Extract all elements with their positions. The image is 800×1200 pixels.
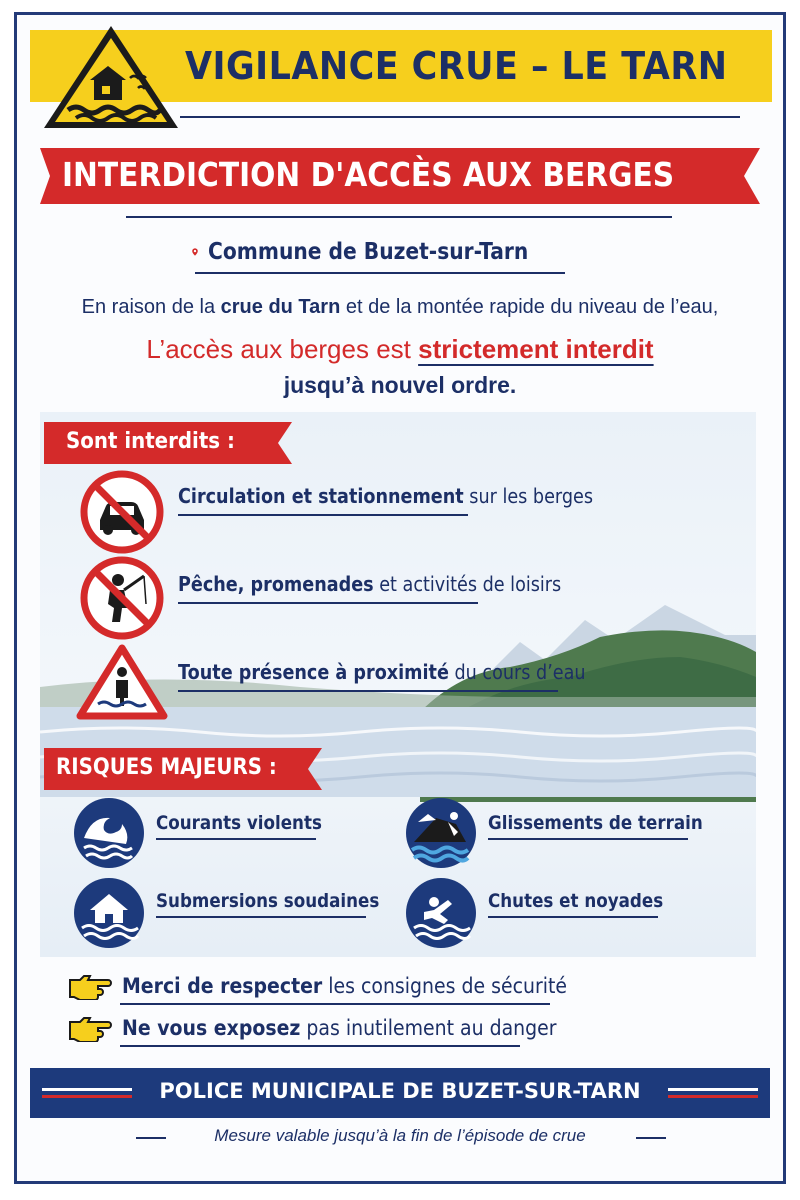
flooded-house-icon: [72, 876, 146, 950]
person-near-water-warning-icon: [76, 644, 168, 720]
intro-text: et de la montée rapide du niveau de l’eau,: [340, 296, 719, 318]
intro-line-3: jusqu’à nouvel ordre.: [283, 372, 517, 398]
wave-icon: [72, 796, 146, 870]
forbidden-item-rest: sur les berges: [463, 484, 594, 508]
intro-red-bold: strictement interdit: [418, 334, 654, 364]
note-line: [68, 1014, 605, 1042]
footer-dash: [636, 1137, 666, 1139]
note-underline: [120, 1003, 550, 1005]
note-rest: pas inutilement au danger: [300, 1016, 557, 1040]
forbidden-item-rest: et activités de loisirs: [373, 572, 562, 596]
forbidden-item: [178, 660, 641, 684]
risk-underline: [156, 916, 366, 918]
landslide-icon: [404, 796, 478, 870]
note-bold: Merci de respecter: [122, 974, 323, 998]
risk-label: Glissements de terrain: [488, 812, 703, 834]
footer-note: Mesure valable jusqu’à la fin de l’épisode de crue: [214, 1126, 586, 1145]
intro-line-1: [40, 296, 760, 319]
forbidden-item-rest: du cours d’eau: [448, 660, 586, 684]
pointing-hand-icon: [68, 972, 112, 1000]
note-bold: Ne vous exposez: [122, 1016, 301, 1040]
commune-line: [192, 232, 572, 272]
intro-red-text: L’accès aux berges est: [146, 334, 419, 364]
risk-underline: [488, 838, 688, 840]
pointing-hand-icon: [68, 1014, 112, 1042]
item-underline: [178, 514, 468, 516]
item-underline: [178, 690, 558, 692]
risk-label: Chutes et noyades: [488, 890, 664, 912]
item-underline: [178, 602, 478, 604]
commune-underline: [195, 272, 565, 274]
title-underline: [180, 116, 740, 118]
drowning-person-icon: [404, 876, 478, 950]
forbidden-item-bold: Pêche, promenades: [178, 572, 374, 596]
forbidden-item: [178, 484, 650, 508]
risk-underline: [156, 838, 316, 840]
note-rest: les consignes de sécurité: [322, 974, 568, 998]
risk-label: Submersions soudaines: [156, 890, 380, 912]
risk-label: Courants violents: [156, 812, 322, 834]
risk-underline: [488, 916, 658, 918]
forbidden-item-bold: Toute présence à proximité: [178, 660, 449, 684]
flood-warning-icon: [40, 22, 182, 132]
banner-underline: [126, 216, 672, 218]
intro-bold: crue du Tarn: [220, 296, 341, 318]
intro-line-2: [40, 334, 760, 365]
note-underline: [120, 1045, 520, 1047]
forbidden-item: [178, 572, 613, 596]
police-signature: POLICE MUNICIPALE DE BUZET-SUR-TARN: [159, 1079, 641, 1103]
forbidden-item-bold: Circulation et stationnement: [178, 484, 464, 508]
intro-text: En raison de la: [81, 296, 221, 318]
interdiction-heading: INTERDICTION D'ACCÈS AUX BERGES: [62, 155, 675, 194]
map-pin-icon: [192, 235, 198, 269]
page-title: VIGILANCE CRUE – LE TARN: [185, 44, 728, 88]
forbidden-title: Sont interdits :: [66, 429, 235, 454]
no-car-icon: [80, 470, 164, 554]
commune-name: Commune de Buzet-sur-Tarn: [207, 239, 529, 265]
risks-title: RISQUES MAJEURS :: [56, 755, 277, 780]
note-line: [68, 972, 616, 1000]
no-fishing-icon: [80, 556, 164, 640]
